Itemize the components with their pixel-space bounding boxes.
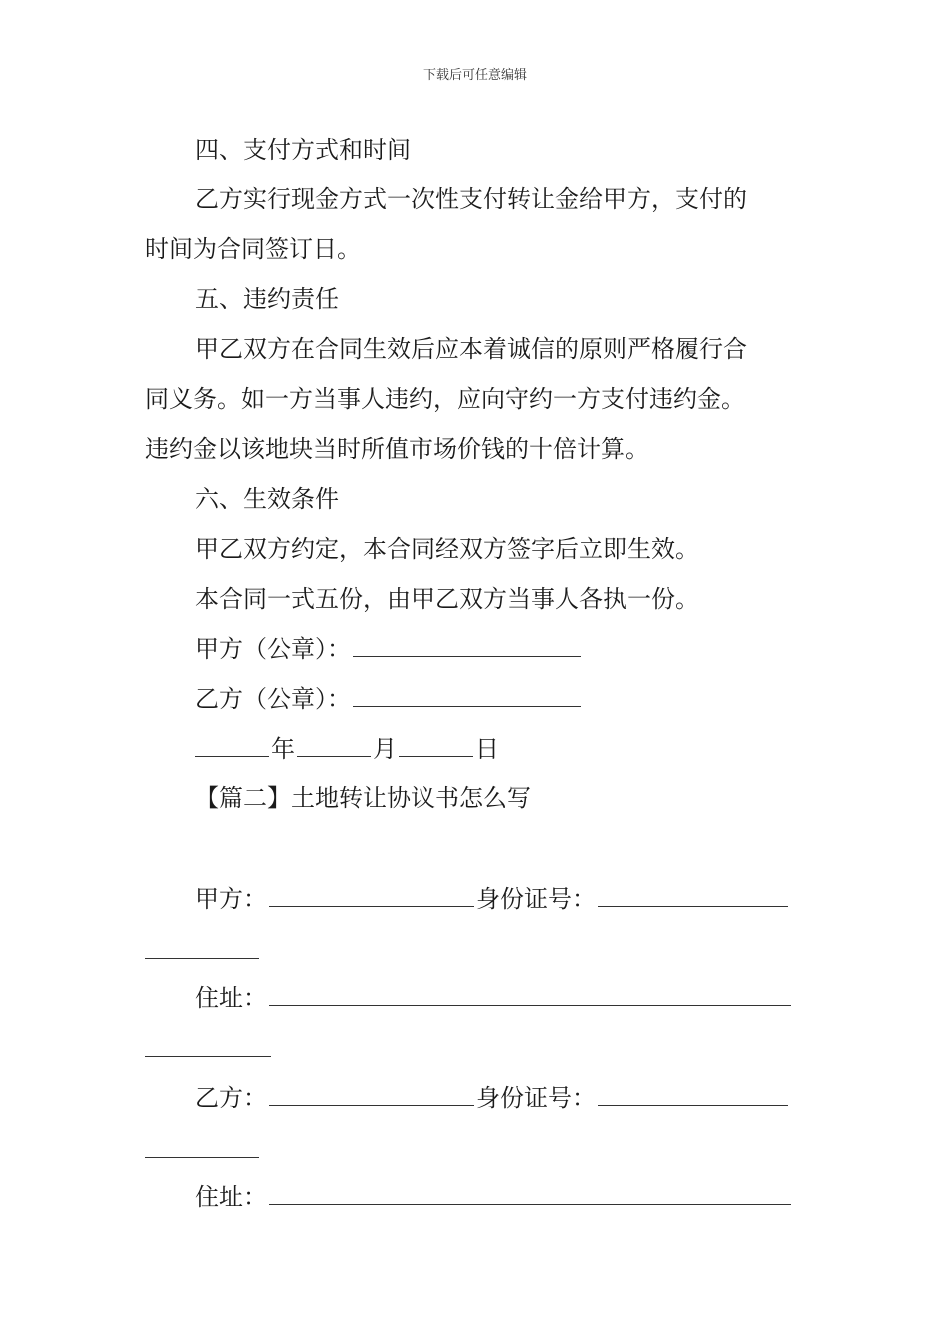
party-a-seal-label: 甲方（公章）： bbox=[195, 635, 351, 663]
party-b-seal-blank[interactable] bbox=[353, 684, 581, 707]
party-a-name-blank[interactable] bbox=[269, 884, 474, 907]
section-4-paragraph-line-2: 时间为合同签订日。 bbox=[145, 235, 361, 263]
party-a-address-blank[interactable] bbox=[269, 983, 791, 1006]
year-blank[interactable] bbox=[195, 734, 269, 757]
party-a-seal-blank[interactable] bbox=[353, 634, 581, 657]
year-label: 年 bbox=[271, 735, 295, 763]
section-5-title: 五、违约责任 bbox=[195, 285, 339, 313]
party-b-id-label: 身份证号： bbox=[476, 1084, 596, 1112]
section-5-paragraph-line-3: 违约金以该地块当时所值市场价钱的十倍计算。 bbox=[145, 435, 649, 463]
section-6-paragraph-1: 甲乙双方约定，本合同经双方签字后立即生效。 bbox=[195, 535, 699, 563]
party-b-address-blank[interactable] bbox=[269, 1182, 791, 1205]
party-a-address-label: 住址： bbox=[195, 984, 267, 1012]
day-label: 日 bbox=[475, 735, 499, 763]
party-b-seal-label: 乙方（公章）： bbox=[195, 685, 351, 713]
section-4-paragraph-line-1: 乙方实行现金方式一次性支付转让金给甲方，支付的 bbox=[195, 185, 747, 213]
section-6-paragraph-2: 本合同一式五份，由甲乙双方当事人各执一份。 bbox=[195, 585, 699, 613]
party-a-seal-line bbox=[195, 634, 810, 664]
party-a-id-blank[interactable] bbox=[598, 884, 788, 907]
day-blank[interactable] bbox=[399, 734, 473, 757]
section-6-title: 六、生效条件 bbox=[195, 485, 339, 513]
section-5-paragraph-line-2: 同义务。如一方当事人违约，应向守约一方支付违约金。 bbox=[145, 385, 745, 413]
page-header: 下载后可任意编辑 bbox=[422, 68, 527, 83]
party-b-name-blank[interactable] bbox=[269, 1083, 474, 1106]
party-a-info-line bbox=[195, 884, 810, 914]
party-b-info-line bbox=[195, 1083, 810, 1113]
section-5-paragraph-line-1: 甲乙双方在合同生效后应本着诚信的原则严格履行合 bbox=[195, 335, 747, 363]
party-a-id-label: 身份证号： bbox=[476, 885, 596, 913]
date-line bbox=[195, 734, 810, 764]
party-b-address-line bbox=[195, 1182, 810, 1212]
section-4-title: 四、支付方式和时间 bbox=[195, 136, 411, 164]
party-b-id-blank-continued[interactable] bbox=[145, 1157, 259, 1158]
party-b-address-label: 住址： bbox=[195, 1183, 267, 1211]
party-a-label: 甲方： bbox=[195, 885, 267, 913]
month-label: 月 bbox=[373, 735, 397, 763]
party-a-id-blank-continued[interactable] bbox=[145, 958, 259, 959]
party-b-id-blank[interactable] bbox=[598, 1083, 788, 1106]
party-b-seal-line bbox=[195, 684, 810, 714]
month-blank[interactable] bbox=[297, 734, 371, 757]
party-b-label: 乙方： bbox=[195, 1084, 267, 1112]
part-2-title: 【篇二】土地转让协议书怎么写 bbox=[195, 784, 531, 812]
party-a-address-line bbox=[195, 983, 810, 1013]
party-a-address-blank-continued[interactable] bbox=[145, 1056, 271, 1057]
